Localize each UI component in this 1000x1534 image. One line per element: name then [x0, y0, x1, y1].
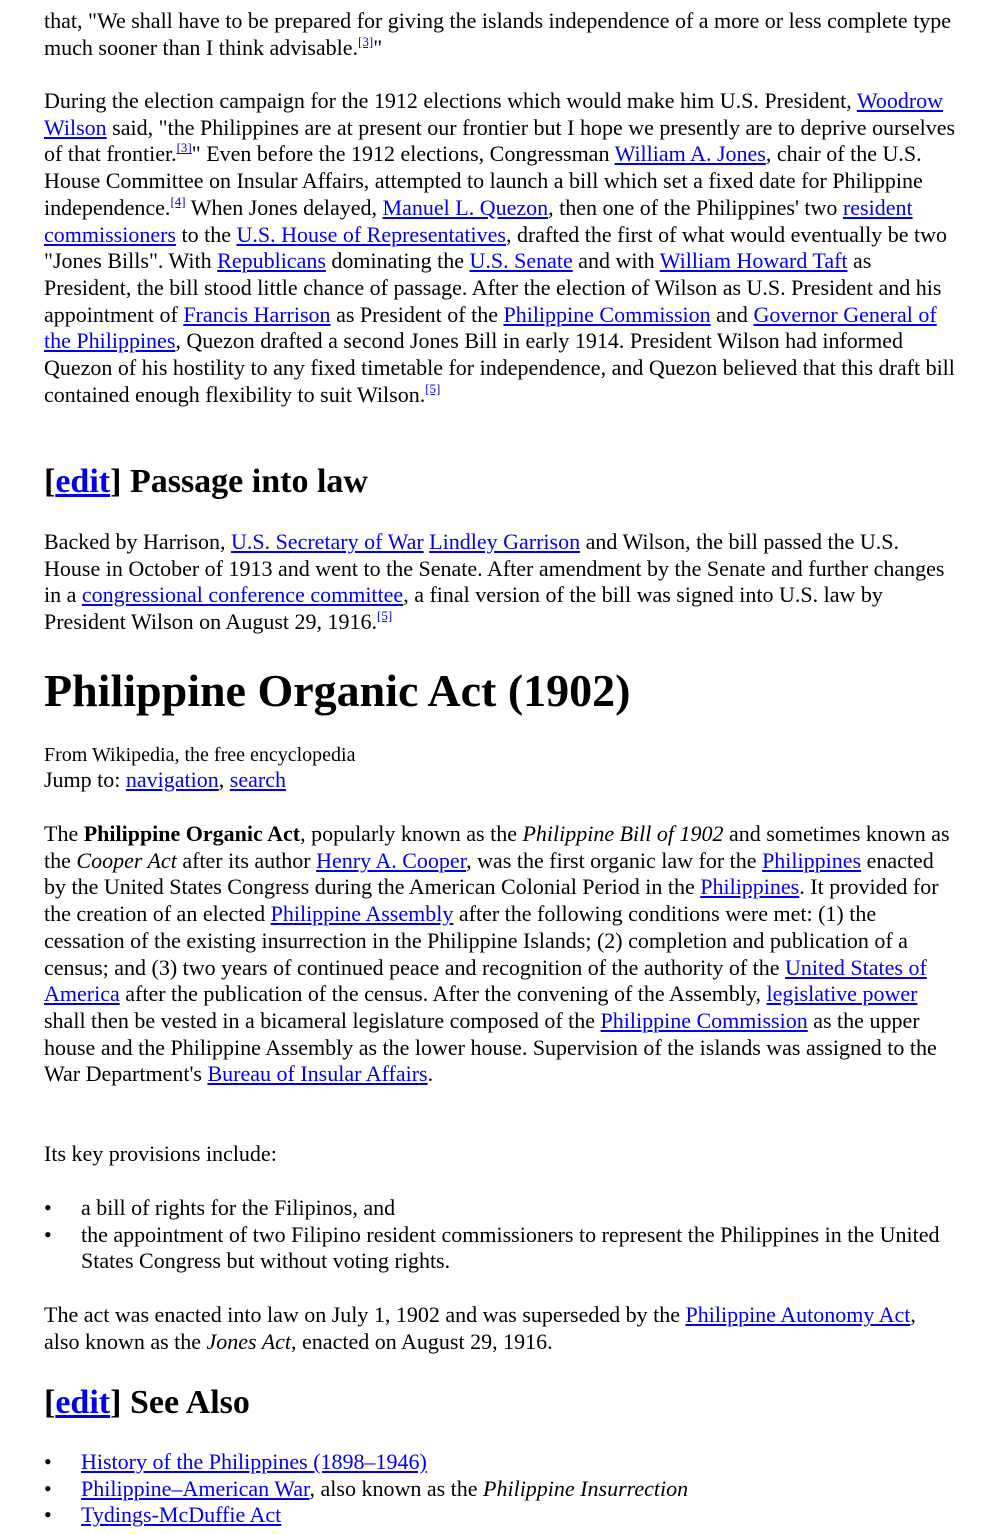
paragraph-text: as President, the bill stood little chance of passage. After the election of Wilson as U.S. President and his appointment of — [44, 248, 942, 327]
bullet-icon: • — [44, 1221, 52, 1247]
paragraph-text: , then one of the Philippines' two — [548, 194, 843, 220]
list-item: • a bill of rights for the Filipinos, and — [44, 1195, 396, 1220]
citation-link[interactable]: [3] — [358, 33, 374, 49]
link-lindley-garrison[interactable]: Lindley Garrison — [429, 529, 581, 554]
bullet-icon: • — [44, 1475, 52, 1501]
citation-link[interactable]: [4] — [170, 193, 186, 209]
paragraph-text: to the — [176, 221, 237, 247]
see-also-list — [44, 1449, 956, 1529]
italic-term: Philippine Bill of 1902 — [522, 821, 724, 846]
paragraph-text: dominating the — [325, 248, 470, 274]
link-united-states-of-america[interactable]: United States of America — [44, 954, 927, 1007]
paragraph-text: , Quezon drafted a second Jones Bill in early 1914. President Wilson had informed Quezon of his hostility to any fixed timetable for independence, and Quezon believed that this draft bill contained enough flexibility to suit Wilson. — [44, 328, 955, 407]
link-governor-general[interactable]: Governor General of the Philippines — [44, 301, 937, 354]
link-bureau-of-insular-affairs[interactable]: Bureau of Insular Affairs — [207, 1061, 428, 1087]
section-title: Passage into law — [129, 463, 368, 500]
paragraph-text: and — [710, 301, 754, 327]
bullet-icon: • — [44, 1195, 52, 1220]
link-resident-commissioners[interactable]: resident commissioners — [44, 194, 913, 247]
link-william-howard-taft[interactable]: William Howard Taft — [659, 248, 848, 274]
paragraph-text: and with — [572, 248, 660, 274]
paragraph-passage — [44, 529, 956, 636]
site-subtitle: From Wikipedia, the free encyclopedia — [44, 744, 356, 766]
link-francis-harrison[interactable]: Francis Harrison — [183, 301, 331, 327]
citation-link[interactable]: [3] — [176, 140, 192, 156]
paragraph-text: " — [373, 34, 383, 60]
italic-term: Cooper Act — [76, 847, 177, 873]
paragraph-text: , drafted the first of what would eventually be two "Jones Bills". With — [44, 221, 948, 274]
link-philippine-autonomy-act[interactable]: Philippine Autonomy Act — [685, 1302, 911, 1327]
italic-term: Philippine Insurrection — [483, 1475, 689, 1501]
paragraph-enactment: The act was enacted into law on July 1, 1902 and was superseded by the Philippine Autonomy Act, also known as the Jones Act, enacted on August 29, 1916. — [44, 1302, 916, 1354]
link-philippines[interactable]: Philippines — [700, 874, 800, 900]
link-history-of-the-philippines[interactable]: History of the Philippines (1898–1946) — [81, 1449, 427, 1474]
paragraph-text: " Even before the 1912 elections, Congressman — [191, 141, 615, 167]
paragraph-text: Backed by Harrison, — [44, 529, 231, 554]
link-republicans[interactable]: Republicans — [217, 248, 326, 274]
paragraph-quote-continuation — [44, 8, 956, 61]
list-item — [44, 1449, 956, 1476]
paragraph-text: as President of the — [330, 301, 504, 327]
list-item — [44, 1502, 956, 1529]
link-philippines[interactable]: Philippines — [762, 847, 862, 873]
list-item: • Philippine–American War, also known as the Philippine Insurrection — [44, 1475, 689, 1501]
paragraph-text: that, "We shall have to be prepared for giving the islands independence of a more or less complete type much sooner than I think advisable. — [44, 8, 952, 60]
link-william-a-jones[interactable]: William A. Jones — [614, 141, 766, 167]
italic-term: Jones Act — [206, 1328, 292, 1354]
link-us-senate[interactable]: U.S. Senate — [469, 248, 573, 274]
navigation-link[interactable]: navigation — [125, 767, 219, 792]
provisions-list — [44, 1195, 956, 1275]
link-philippine-assembly[interactable]: Philippine Assembly — [270, 901, 454, 927]
paragraph-key-provisions: Its key provisions include: — [44, 1141, 277, 1166]
link-manuel-l-quezon[interactable]: Manuel L. Quezon — [382, 194, 549, 220]
bullet-icon: • — [44, 1502, 52, 1528]
citation-link[interactable]: [5] — [377, 608, 393, 624]
page-title: Philippine Organic Act (1902) — [44, 665, 631, 716]
section-title: See Also — [129, 1384, 250, 1421]
paragraph-election-campaign — [44, 88, 956, 408]
link-woodrow-wilson[interactable]: Woodrow Wilson — [44, 88, 944, 140]
paragraph-text: , a final version of the bill was signed into U.S. law by President Wilson on August 29, 1916. — [44, 582, 883, 635]
link-philippine-commission[interactable]: Philippine Commission — [600, 1007, 808, 1033]
search-link[interactable]: search — [229, 767, 286, 792]
paragraph-organic-act: The Philippine Organic Act, popularly known as the Philippine Bill of 1902 and sometimes known as the Cooper Act after its author Henry A. Cooper, was the first organic law for the Philippines enacted by the United States Congress during the American Colonial Period in the Philippines. It provided for the creation of an elected Philippine Assembly after the following conditions were met: (1) the cessation of the existing insurrection in the Philippine Islands; (2) completion and publication of a census; and (3) two years of continued peace and recognition of the authority of the United States of America after the publication of the census. After the convening of the Assembly, legislative power shall then be vested in a bicameral legislature composed of the Philippine Commission as the upper house and the Philippine Assembly as the lower house. Supervision of the islands was assigned to the War Department's Bureau of Insular Affairs. — [44, 821, 950, 1087]
paragraph-text: When Jones delayed, — [185, 194, 383, 220]
link-philippine-american-war[interactable]: Philippine–American War — [81, 1475, 310, 1501]
paragraph-text: , chair of the U.S. House Committee on Insular Affairs, attempted to launch a bill which set a fixed date for Philippine independence. — [44, 141, 923, 220]
link-legislative-power[interactable]: legislative power — [766, 981, 918, 1007]
link-us-secretary-of-war[interactable]: U.S. Secretary of War — [230, 529, 424, 554]
link-conference-committee[interactable]: congressional conference committee — [81, 582, 404, 608]
bold-term: Philippine Organic Act — [83, 821, 301, 846]
citation-link[interactable]: [5] — [425, 380, 441, 396]
edit-link[interactable]: edit — [55, 463, 111, 500]
bullet-icon: • — [44, 1449, 52, 1474]
link-philippine-commission[interactable]: Philippine Commission — [503, 301, 711, 327]
link-us-house-of-representatives[interactable]: U.S. House of Representatives — [236, 221, 506, 247]
paragraph-text: said, "the Philippines are at present our frontier but I hope we presently are to deprive ourselves of that frontier. — [44, 114, 956, 167]
section-heading-see-also: [edit] See Also — [44, 1384, 250, 1421]
paragraph-text: and Wilson, the bill passed the U.S. House in October of 1913 and went to the Senate. After amendment by the Senate and further changes in a — [44, 529, 945, 608]
paragraph-text: During the election campaign for the 1912 elections which would make him U.S. President, — [44, 88, 857, 113]
section-heading-passage: [edit] Passage into law — [44, 463, 368, 500]
link-henry-a-cooper[interactable]: Henry A. Cooper — [316, 847, 467, 873]
jump-to-links: Jump to: navigation, search — [44, 767, 286, 792]
link-tydings-mcduffie-act[interactable]: Tydings-McDuffie Act — [81, 1502, 282, 1528]
edit-link[interactable]: edit — [55, 1384, 111, 1421]
list-item: • the appointment of two Filipino resident commissioners to represent the Philippines in the United States Congress but without voting rights. — [44, 1221, 940, 1274]
